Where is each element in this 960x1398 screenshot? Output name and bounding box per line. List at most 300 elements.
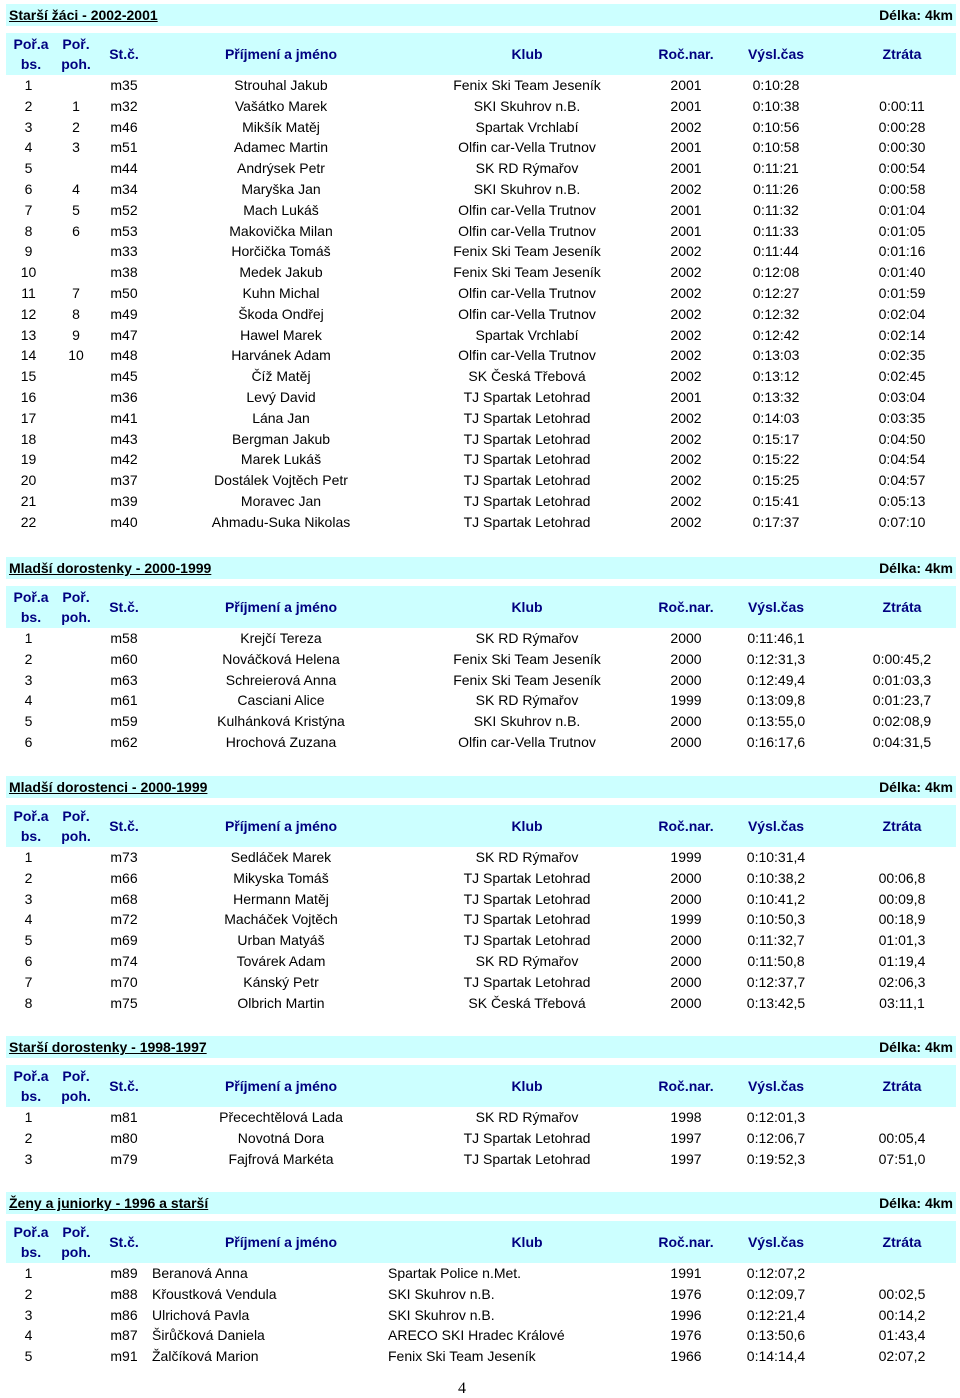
header-loss: Ztráta — [882, 1078, 922, 1094]
overall-rank: 5 — [24, 1348, 33, 1365]
competitor-name: Horčička Tomáš — [231, 243, 331, 260]
table-row — [6, 345, 956, 366]
club: SK Česká Třebová — [468, 994, 586, 1011]
birth-year: 2001 — [670, 222, 702, 239]
result-time: 0:13:12 — [752, 368, 800, 385]
overall-rank: 20 — [20, 472, 37, 489]
table-row — [6, 847, 956, 868]
overall-rank: 6 — [24, 952, 33, 969]
category-rank: 8 — [72, 305, 80, 322]
category-rank: 10 — [68, 347, 84, 364]
table-row — [6, 1346, 956, 1367]
table-row — [6, 117, 956, 138]
start-number: m75 — [110, 994, 138, 1011]
header-loss: Ztráta — [882, 1234, 922, 1250]
table-row — [6, 491, 956, 512]
table-row — [6, 909, 956, 930]
start-number: m52 — [110, 201, 138, 218]
results-section — [6, 557, 956, 753]
birth-year: 2002 — [670, 430, 702, 447]
header-loss: Ztráta — [882, 46, 922, 62]
header-por-line2: poh. — [61, 828, 91, 844]
competitor-name: Ulrichová Pavla — [152, 1306, 250, 1323]
table-row — [6, 1263, 956, 1284]
club: SK RD Rýmařov — [475, 692, 579, 709]
header-time: Výsl.čas — [747, 818, 805, 834]
table-header — [6, 586, 956, 628]
competitor-name: Kánský Petr — [243, 973, 319, 990]
overall-rank: 9 — [24, 243, 33, 260]
start-number: m61 — [110, 692, 138, 709]
competitor-name: Macháček Vojtěch — [224, 911, 338, 928]
start-number: m60 — [110, 650, 138, 667]
time-loss: 0:02:45 — [878, 368, 926, 385]
header-name: Příjmení a jméno — [224, 599, 338, 615]
time-loss: 00:14,2 — [878, 1306, 926, 1323]
result-time: 0:13:09,8 — [746, 692, 806, 709]
table-header — [6, 1221, 956, 1263]
start-number: m34 — [110, 180, 138, 197]
overall-rank: 2 — [24, 1285, 33, 1302]
start-number: m46 — [110, 118, 138, 135]
header-club: Klub — [511, 46, 543, 62]
start-number: m87 — [110, 1327, 138, 1344]
competitor-name: Kulhánková Kristýna — [217, 713, 345, 730]
overall-rank: 5 — [24, 713, 33, 730]
header-pora-line2: bs. — [20, 609, 42, 625]
club: Fenix Ski Team Jeseník — [453, 264, 601, 281]
birth-year: 1996 — [670, 1306, 702, 1323]
start-number: m51 — [110, 139, 138, 156]
start-number: m44 — [110, 160, 138, 177]
result-time: 0:12:01,3 — [746, 1109, 806, 1125]
time-loss: 0:01:23,7 — [872, 692, 932, 709]
section-title-bar — [6, 776, 956, 798]
club: SK RD Rýmařov — [475, 1109, 579, 1125]
header-stc: St.č. — [109, 1234, 139, 1250]
club: Spartak Vrchlabí — [475, 326, 579, 343]
table-row — [6, 179, 956, 200]
club: Olfin car-Vella Trutnov — [458, 284, 596, 301]
time-loss: 0:01:16 — [878, 243, 926, 260]
competitor-name: Hrochová Zuzana — [225, 733, 337, 750]
result-time: 0:10:31,4 — [746, 849, 806, 865]
time-loss: 0:05:13 — [878, 492, 926, 509]
overall-rank: 16 — [20, 388, 37, 405]
competitor-name: Žalčíková Marion — [152, 1348, 259, 1365]
time-loss: 0:02:14 — [878, 326, 926, 343]
header-time: Výsl.čas — [747, 1078, 805, 1094]
competitor-name: Strouhal Jakub — [234, 77, 328, 93]
table-row — [6, 304, 956, 325]
competitor-name: Andrýsek Petr — [237, 160, 325, 177]
club: TJ Spartak Letohrad — [463, 932, 591, 949]
time-loss: 0:04:50 — [878, 430, 926, 447]
table-row — [6, 470, 956, 491]
birth-year: 1999 — [670, 911, 702, 928]
competitor-name: Nováčková Helena — [222, 650, 340, 667]
overall-rank: 21 — [20, 492, 37, 509]
header-por-line2: poh. — [61, 56, 91, 72]
competitor-name: Křoustková Vendula — [152, 1285, 277, 1302]
result-time: 0:12:49,4 — [746, 671, 806, 688]
birth-year: 2002 — [670, 513, 702, 530]
club: Fenix Ski Team Jeseník — [453, 671, 601, 688]
result-time: 0:16:17,6 — [746, 733, 806, 750]
table-row — [6, 200, 956, 221]
competitor-name: Mach Lukáš — [243, 201, 319, 218]
start-number: m62 — [110, 733, 138, 750]
result-time: 0:13:50,6 — [746, 1327, 806, 1344]
overall-rank: 6 — [24, 180, 33, 197]
birth-year: 2002 — [670, 368, 702, 385]
birth-year: 2002 — [670, 243, 702, 260]
result-time: 0:10:58 — [752, 139, 800, 156]
header-por-line1: Poř. — [62, 1068, 90, 1084]
header-name: Příjmení a jméno — [224, 1078, 338, 1094]
table-row — [6, 649, 956, 670]
section-length: Délka: 4km — [879, 779, 953, 795]
club: SKI Skuhrov n.B. — [388, 1306, 495, 1323]
birth-year: 2002 — [670, 118, 702, 135]
birth-year: 2000 — [670, 890, 702, 907]
result-time: 0:11:46,1 — [747, 630, 805, 646]
time-loss: 00:05,4 — [878, 1129, 926, 1146]
table-row — [6, 96, 956, 117]
time-loss: 0:01:04 — [878, 201, 926, 218]
table-row — [6, 325, 956, 346]
club: Fenix Ski Team Jeseník — [453, 243, 601, 260]
competitor-name: Levý David — [246, 388, 316, 405]
club: TJ Spartak Letohrad — [463, 472, 591, 489]
competitor-name: Číž Matěj — [251, 368, 311, 385]
overall-rank: 5 — [24, 160, 33, 177]
start-number: m40 — [110, 513, 138, 530]
competitor-name: Schreierová Anna — [225, 671, 337, 688]
birth-year: 1999 — [670, 849, 702, 865]
result-time: 0:15:22 — [752, 451, 800, 468]
header-loss: Ztráta — [882, 818, 922, 834]
birth-year: 2000 — [670, 650, 702, 667]
table-header — [6, 1065, 956, 1107]
result-time: 0:15:25 — [752, 472, 800, 489]
header-name: Příjmení a jméno — [224, 1234, 338, 1250]
result-time: 0:10:38 — [752, 97, 800, 114]
club: Olfin car-Vella Trutnov — [458, 347, 596, 364]
birth-year: 2000 — [670, 952, 702, 969]
club: TJ Spartak Letohrad — [463, 1150, 591, 1167]
club: TJ Spartak Letohrad — [463, 430, 591, 447]
competitor-name: Adamec Martin — [233, 139, 329, 156]
competitor-name: Továrek Adam — [236, 952, 326, 969]
header-stc: St.č. — [109, 46, 139, 62]
competitor-name: Širůčková Daniela — [152, 1327, 265, 1344]
club: SK Česká Třebová — [468, 368, 586, 385]
result-time: 0:12:07,2 — [746, 1265, 806, 1281]
results-table — [6, 1263, 956, 1367]
overall-rank: 17 — [20, 409, 37, 426]
time-loss: 01:01,3 — [878, 932, 926, 949]
overall-rank: 1 — [24, 849, 33, 865]
competitor-name: Beranová Anna — [152, 1265, 248, 1281]
competitor-name: Fajfrová Markéta — [228, 1150, 334, 1167]
club: SK RD Rýmařov — [475, 630, 579, 646]
start-number: m45 — [110, 368, 138, 385]
competitor-name: Sedláček Marek — [230, 849, 332, 865]
club: TJ Spartak Letohrad — [463, 911, 591, 928]
result-time: 0:11:26 — [753, 180, 799, 197]
header-pora-line2: bs. — [20, 1088, 42, 1104]
result-time: 0:10:28 — [752, 77, 800, 93]
time-loss: 00:18,9 — [878, 911, 926, 928]
birth-year: 1997 — [670, 1129, 702, 1146]
results-table — [6, 847, 956, 1013]
overall-rank: 3 — [24, 1306, 33, 1323]
club: TJ Spartak Letohrad — [463, 869, 591, 886]
competitor-name: Novotná Dora — [237, 1129, 325, 1146]
competitor-name: Vašátko Marek — [234, 97, 328, 114]
overall-rank: 14 — [20, 347, 37, 364]
section-length: Délka: 4km — [879, 560, 953, 576]
start-number: m35 — [110, 77, 138, 93]
overall-rank: 2 — [24, 869, 33, 886]
birth-year: 2002 — [670, 284, 702, 301]
birth-year: 1976 — [670, 1327, 702, 1344]
overall-rank: 2 — [24, 97, 33, 114]
start-number: m74 — [110, 952, 138, 969]
birth-year: 2000 — [670, 994, 702, 1011]
header-club: Klub — [511, 1234, 543, 1250]
result-time: 0:15:17 — [752, 430, 800, 447]
table-row — [6, 930, 956, 951]
table-row — [6, 711, 956, 732]
result-time: 0:12:06,7 — [746, 1129, 806, 1146]
category-rank: 6 — [72, 222, 80, 239]
competitor-name: Přecechtělová Lada — [219, 1109, 343, 1125]
club: Olfin car-Vella Trutnov — [458, 733, 596, 750]
start-number: m36 — [110, 388, 138, 405]
overall-rank: 13 — [20, 326, 37, 343]
time-loss: 0:01:05 — [878, 222, 926, 239]
birth-year: 2000 — [670, 733, 702, 750]
category-rank: 5 — [72, 201, 80, 218]
start-number: m38 — [110, 264, 138, 281]
table-row — [6, 628, 956, 649]
time-loss: 0:01:59 — [878, 284, 926, 301]
birth-year: 2000 — [670, 713, 702, 730]
section-title: Starší žáci - 2002-2001 — [9, 7, 158, 23]
table-row — [6, 951, 956, 972]
birth-year: 1998 — [670, 1109, 702, 1125]
club: Fenix Ski Team Jeseník — [453, 650, 601, 667]
birth-year: 2000 — [670, 630, 702, 646]
club: TJ Spartak Letohrad — [463, 1129, 591, 1146]
start-number: m37 — [110, 472, 138, 489]
competitor-name: Hermann Matěj — [233, 890, 329, 907]
result-time: 0:11:44 — [753, 243, 799, 260]
start-number: m68 — [110, 890, 138, 907]
table-row — [6, 221, 956, 242]
start-number: m39 — [110, 492, 138, 509]
competitor-name: Casciani Alice — [237, 692, 325, 709]
result-time: 0:19:52,3 — [746, 1150, 806, 1167]
table-row — [6, 1149, 956, 1170]
header-por-line1: Poř. — [62, 589, 90, 605]
header-pora-line1: Poř.a — [13, 1224, 49, 1240]
start-number: m69 — [110, 932, 138, 949]
results-section — [6, 1192, 956, 1367]
overall-rank: 1 — [24, 77, 33, 93]
birth-year: 1991 — [670, 1265, 702, 1281]
time-loss: 0:04:57 — [878, 472, 926, 489]
table-row — [6, 449, 956, 470]
start-number: m32 — [110, 97, 138, 114]
overall-rank: 11 — [21, 284, 36, 301]
club: SKI Skuhrov n.B. — [473, 180, 581, 197]
start-number: m91 — [110, 1348, 138, 1365]
competitor-name: Mikyska Tomáš — [233, 869, 329, 886]
time-loss: 03:11,1 — [879, 994, 925, 1011]
start-number: m89 — [110, 1265, 138, 1281]
birth-year: 2000 — [670, 932, 702, 949]
time-loss: 00:06,8 — [878, 869, 926, 886]
table-row — [6, 1305, 956, 1326]
birth-year: 2002 — [670, 305, 702, 322]
header-pora-line2: bs. — [20, 828, 42, 844]
club: TJ Spartak Letohrad — [463, 890, 591, 907]
section-title-bar — [6, 1036, 956, 1058]
time-loss: 02:07,2 — [878, 1348, 926, 1365]
table-row — [6, 1128, 956, 1149]
competitor-name: Makovička Milan — [229, 222, 333, 239]
competitor-name: Dostálek Vojtěch Petr — [214, 472, 348, 489]
start-number: m70 — [110, 973, 138, 990]
overall-rank: 10 — [20, 264, 37, 281]
overall-rank: 3 — [24, 118, 33, 135]
overall-rank: 6 — [24, 733, 33, 750]
competitor-name: Ahmadu-Suka Nikolas — [211, 513, 351, 530]
result-time: 0:12:27 — [752, 284, 800, 301]
header-club: Klub — [511, 1078, 543, 1094]
overall-rank: 7 — [24, 973, 33, 990]
header-year: Roč.nar. — [658, 1234, 714, 1250]
header-loss: Ztráta — [882, 599, 922, 615]
start-number: m43 — [110, 430, 138, 447]
result-time: 0:14:03 — [752, 409, 800, 426]
birth-year: 2002 — [670, 492, 702, 509]
overall-rank: 8 — [24, 222, 33, 239]
time-loss: 00:02,5 — [878, 1285, 926, 1302]
header-stc: St.č. — [109, 1078, 139, 1094]
club: SKI Skuhrov n.B. — [473, 97, 581, 114]
results-section — [6, 4, 956, 533]
club: Spartak Police n.Met. — [388, 1265, 522, 1281]
time-loss: 07:51,0 — [878, 1150, 926, 1167]
competitor-name: Hawel Marek — [240, 326, 322, 343]
birth-year: 2002 — [670, 326, 702, 343]
table-row — [6, 868, 956, 889]
club: Olfin car-Vella Trutnov — [458, 201, 596, 218]
start-number: m81 — [110, 1109, 138, 1125]
start-number: m88 — [110, 1285, 138, 1302]
table-row — [6, 1284, 956, 1305]
club: ARECO SKI Hradec Králové — [388, 1327, 565, 1344]
header-year: Roč.nar. — [658, 818, 714, 834]
results-table — [6, 1107, 956, 1169]
competitor-name: Škoda Ondřej — [238, 305, 324, 322]
header-pora-line1: Poř.a — [13, 589, 49, 605]
table-row — [6, 262, 956, 283]
start-number: m66 — [110, 869, 138, 886]
club: SKI Skuhrov n.B. — [473, 713, 581, 730]
table-row — [6, 1325, 956, 1346]
result-time: 0:12:32 — [752, 305, 800, 322]
category-rank: 7 — [72, 284, 80, 301]
table-row — [6, 387, 956, 408]
start-number: m53 — [110, 222, 138, 239]
time-loss: 0:02:35 — [878, 347, 926, 364]
category-rank: 3 — [72, 139, 80, 156]
result-time: 0:11:32 — [753, 201, 799, 218]
overall-rank: 1 — [24, 1265, 33, 1281]
competitor-name: Marek Lukáš — [240, 451, 322, 468]
section-length: Délka: 4km — [879, 7, 953, 23]
overall-rank: 1 — [24, 1109, 33, 1125]
header-por-line1: Poř. — [62, 808, 90, 824]
time-loss: 0:03:35 — [878, 409, 926, 426]
club: SK RD Rýmařov — [475, 952, 579, 969]
result-time: 0:13:03 — [752, 347, 800, 364]
result-time: 0:12:37,7 — [746, 973, 806, 990]
results-table — [6, 628, 956, 753]
time-loss: 0:00:11 — [879, 97, 925, 114]
result-time: 0:11:32,7 — [747, 932, 805, 949]
header-por-line2: poh. — [61, 1244, 91, 1260]
competitor-name: Kuhn Michal — [242, 284, 320, 301]
overall-rank: 22 — [20, 513, 37, 530]
table-row — [6, 75, 956, 96]
header-pora-line1: Poř.a — [13, 36, 49, 52]
result-time: 0:12:21,4 — [746, 1306, 806, 1323]
start-number: m59 — [110, 713, 138, 730]
birth-year: 2001 — [670, 77, 702, 93]
table-row — [6, 429, 956, 450]
header-pora-line1: Poř.a — [13, 808, 49, 824]
result-time: 0:13:42,5 — [746, 994, 806, 1011]
section-title: Starší dorostenky - 1998-1997 — [9, 1039, 207, 1055]
table-row — [6, 241, 956, 262]
competitor-name: Lána Jan — [252, 409, 310, 426]
table-header — [6, 33, 956, 75]
start-number: m47 — [110, 326, 138, 343]
club: TJ Spartak Letohrad — [463, 492, 591, 509]
table-header — [6, 805, 956, 847]
club: SK RD Rýmařov — [475, 160, 579, 177]
start-number: m42 — [110, 451, 138, 468]
table-row — [6, 993, 956, 1014]
start-number: m50 — [110, 284, 138, 301]
club: TJ Spartak Letohrad — [463, 409, 591, 426]
time-loss: 0:02:04 — [878, 305, 926, 322]
header-name: Příjmení a jméno — [224, 46, 338, 62]
header-year: Roč.nar. — [658, 599, 714, 615]
overall-rank: 3 — [24, 671, 33, 688]
section-title-bar — [6, 1192, 956, 1214]
results-section — [6, 776, 956, 1013]
birth-year: 2001 — [670, 160, 702, 177]
header-stc: St.č. — [109, 599, 139, 615]
overall-rank: 7 — [24, 201, 33, 218]
